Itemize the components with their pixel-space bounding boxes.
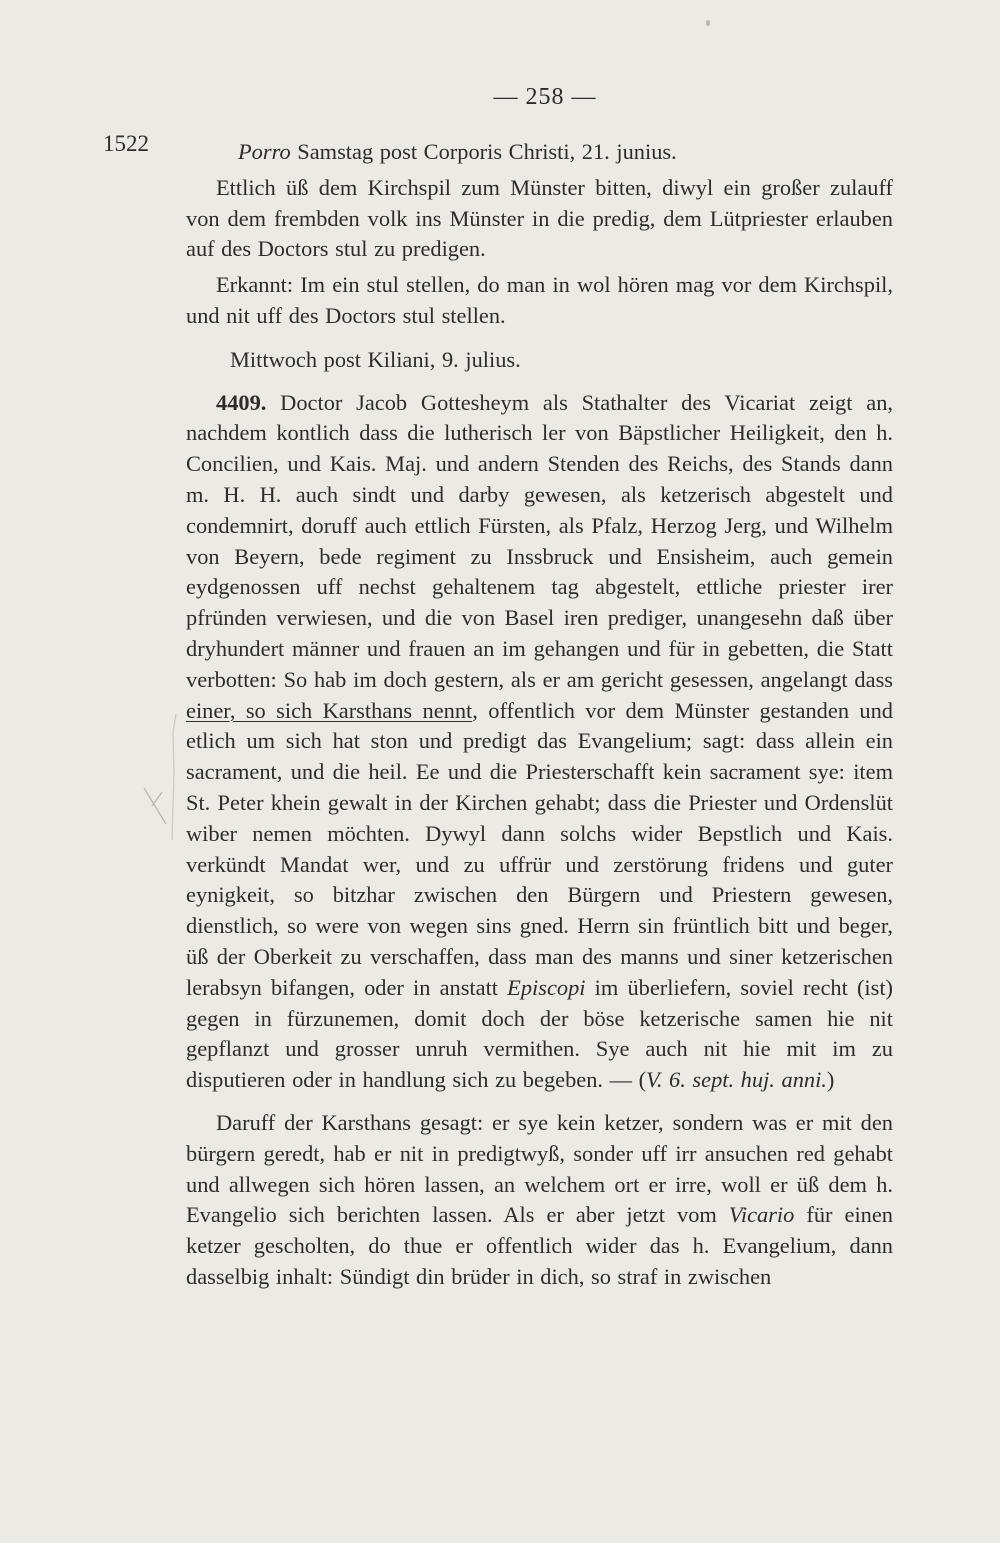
date-heading-saturday [186,137,893,168]
episcopi-word: Episcopi [507,974,586,1000]
entry-text-b: , offentlich vor dem Münster gestanden und etlich um sich hat ston und predigt das Evangelium; sagt: dass allein ein sacrament, und die heil. Ee und die Priesterschafft kein sacrament sye: item St. Peter khein gewalt in der Kirchen gehabt; dass die Priester und Ordenslüt wiber nemen möchten. Dywyl dann solchs wider Bepstlich und Kais. verkündt Mandat wer, und zu uffrür und zerstörung fridens und guter eynigkeit, so bitzhar zwischen den Bürgern und Priestern gewesen, dienstlich, so were von wegen sins gned. Herrn sin früntlich bitt und beger, üß der Oberkeit zu verschaffen, dass man des manns und siner ketzerischen lerabsyn bifangen, oder in anstatt [186,697,893,1000]
margin-year: 1522 [103,131,149,156]
body-text [186,137,893,1293]
reply-text-b: für einen ketzer gescholten, do thue er offentlich wider das h. Evangelium, dann dasselbig inhalt: Sündigt din brüder in dich, so straf in zwischen [186,1202,893,1289]
paragraph-erkannt: Erkannt: Im ein stul stellen, do man in wol hören mag vor dem Kirchspil, und nit uff des Doctors stul stellen. [186,272,893,328]
date-heading-saturday-text: Samstag post Corporis Christi, 21. junius. [290,139,677,164]
reply-text-a: Daruff der Karsthans gesagt: er sye kein ketzer, sondern was er mit den bürgern geredt, hab er nit in predigtwyß, sonder uff irr ansuchen red gehabt und allwegen sich hören lassen, an welchem ort er irre, woll er üß dem h. Evangelio sich berichten lassen. Als er aber jetzt vom [186,1109,893,1228]
pencil-margin-bracket [170,712,178,842]
page-number: — 258 — [493,84,597,110]
entry-text-a: Doctor Jacob Gottesheym als Stathalter des Vicariat zeigt an, nachdem kontlich dass die lutherisch ler von Bäpstlicher Heiligkeit, den h. Concilien, und Kais. Maj. und andern Stenden des Reichs, des Stands dann m. H. H. auch sindt und darby gewesen, als ketzerisch abgestelt und condemnirt, doruff auch ettlich Fürsten, als Pfalz, Herzog Jerg, und Wilhelm von Beyern, bede regiment zu Inssbruck und Ensisheim, auch gemein eydgenossen uff nechst gehaltenem tag abgestelt, ettliche priester irer pfründen verwiesen, und die von Basel iren prediger, unangesehn daß über dryhundert männer und frauen an im gehangen und für in gebetten, die Statt verbotten: So hab im doch gestern, als er am gericht gesessen, angelangt dass [186,389,893,692]
pencil-cross-mark [140,786,170,826]
paragraph-kirchspil-request: Ettlich üß dem Kirchspil zum Münster bitten, diwyl ein großer zulauff von dem frembden volk ins Münster in die predig, dem Lütpriester erlauben auf des Doctors stul zu predigen. [186,174,893,262]
paragraph-entry-4409 [186,388,893,1096]
paragraph-karsthans-reply [186,1108,893,1293]
vicario-word: Vicario [728,1202,795,1228]
entry-reference: V. 6. sept. huj. anni. [646,1067,827,1093]
entry-reference-close: ) [826,1067,835,1093]
entry-number: 4409. [216,389,267,415]
date-heading-wednesday: Mittwoch post Kiliani, 9. julius. [230,346,521,372]
porro-word: Porro [238,139,291,164]
entry-text-c: im überliefern, soviel recht (ist) gegen in fürzunemen, domit doch der böse ketzerische samen hie nit gepflanzt und grosser unruh vermithen. Sye auch nit hie mit im zu disputieren oder in handlung sich zu begeben. — ( [186,974,894,1093]
underlined-karsthans: einer, so sich Karsthans nennt [186,697,473,723]
paper-speck [706,20,710,26]
